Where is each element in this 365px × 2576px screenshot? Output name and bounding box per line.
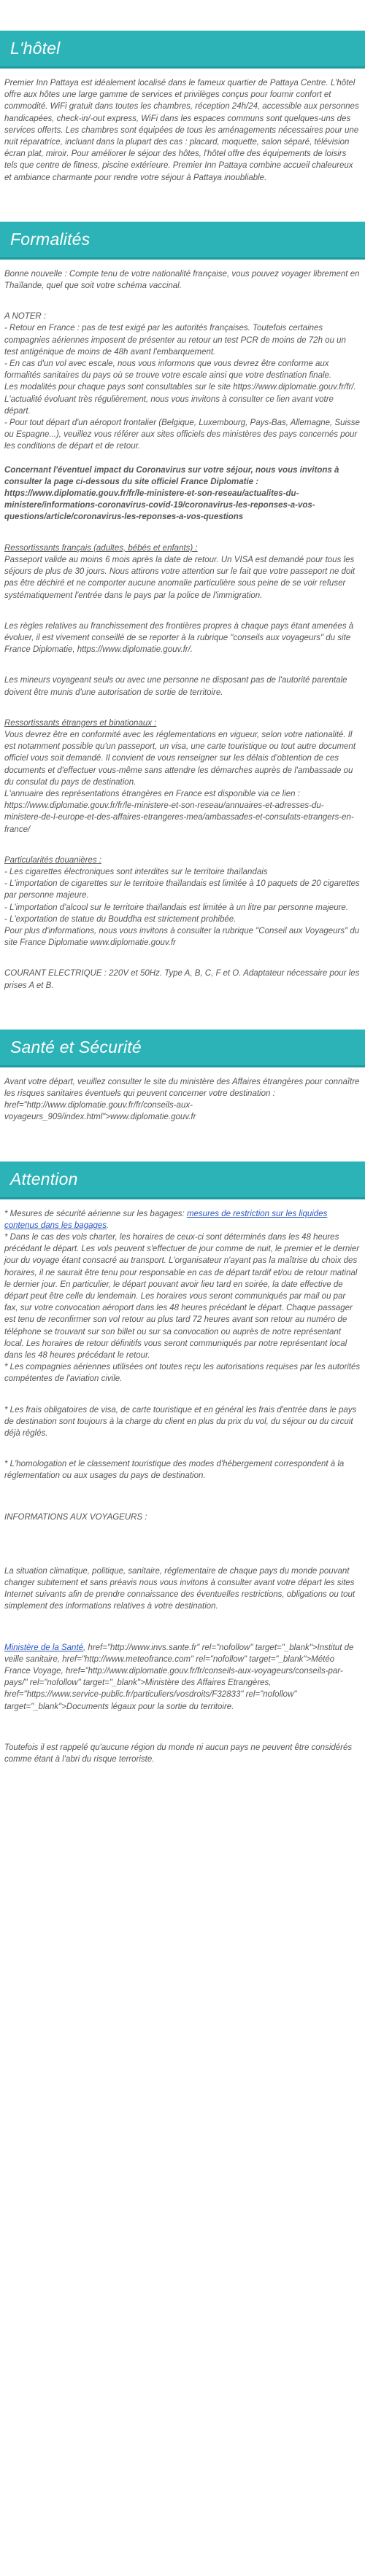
formalites-section-body [0,260,365,992]
attention-paragraph-4: * L'homologation et le classement touristique des modes d'hébergement correspondent à la réglementation ou aux usages du pays de destination. [4,1460,345,1481]
hotel-description: Premier Inn Pattaya est idéalement localisé dans le fameux quartier de Pattaya Centre. L'hôtel offre aux hôtes une large gamme de services et privilèges conçus pour fournir confort et commodité. WiFi gratuit dans toutes les chambres, réception 24h/24, accessible aux personnes handicapées, check-in/-out express, WiFi dans les espaces communs sont quelques-uns des services offerts. Les chambres sont équipées de tous les aménagements nécessaires pour une nuit réparatrice, incluant dans la plupart des cas : placard, moquette, salon séparé, télévision écran plat, miroir. Pour améliorer le séjour des hôtes, l'hôtel offre des équipements de loisirs tels que centre de fitness, piscine extérieure. Premier Inn Pattaya combine accueil chaleureux et ambiance charmante pour rendre votre séjour à Pattaya inoubliable. [4,79,359,182]
formalites-note-line-3: Les modalités pour chaque pays sont consultables sur le site https://www.diplomatie.gouv.fr/fr/. L'actualité évoluant très régulièrement, nous vous invitons à consulter ce lien avant votre départ. [4,383,356,416]
formalites-note-line-1: - Retour en France : pas de test exigé par les autorités françaises. Toutefois certaines compagnies aériennes imposent de présenter au retour un test PCR de moins de 72h ou un test antigénique de moins de 48h avant l'embarquement. [4,324,346,357]
attention-paragraph-2: * Les compagnies aériennes utilisées ont toutes reçu les autorisations requises par les autorités compétentes de l'aviation civile. [4,1363,361,1384]
mineurs-text: Les mineurs voyageant seuls ou avec une personne ne disposant pas de l'autorité parentale doivent être munis d'une autorisation de sortie de territoire. [4,676,347,697]
hotel-section-body [0,69,365,184]
regles-frontieres-text: Les règles relatives au franchissement des frontières propres à chaque pays étant amenées à évoluer, il est vivement conseillé de se reporter à la rubrique "conseils aux voyageurs" du site France Diplomatie, https://www.diplomatie.gouv.fr/. [4,621,354,655]
bagages-paragraph [4,1208,361,1231]
douanieres-line-4: - L'exportation de statue du Bouddha est strictement prohibée. [4,914,237,924]
annuaire-text: L'annuaire des représentations étrangères en France est disponible via ce lien : https://www.diplomatie.gouv.fr/fr/le-ministere-et-son-reseau/annuaires-et-adresses-du-ministere-de-l-europe-et-des-affaires-etrangeres-mea/ambassades-et-consulats-etrangers-en-france/ [4,789,354,834]
bagages-suffix: . [107,1221,110,1230]
courant-electrique-text: COURANT ELECTRIQUE : 220V et 50Hz. Type A, B, C, F et O. Adaptateur nécessaire pour les prises A et B. [4,969,360,990]
formalites-section-header [0,222,365,260]
formalites-covid-text: Concernant l'éventuel impact du Coronavirus sur votre séjour, nous vous invitons à consulter la page ci-dessous du site officiel France Diplomatie : https://www.diplomatie.gouv.fr/fr/le-ministere-et-son-reseau/actualites-du-ministere/informations-coronavirus-covid-19/coronavirus-les-reponses-a-vos-questions/article/coronavirus-les-reponses-a-vos-questions [4,465,339,522]
attention-section-title: Attention [10,1169,78,1188]
bagages-restriction-link[interactable]: mesures de restriction sur les liquides contenus dans les bagages [4,1209,328,1230]
attention-section-body [0,1199,365,1766]
hotel-section-title: L'hôtel [10,39,61,58]
ressortissants-etrangers-heading: Ressortissants étrangers et binationaux : [4,718,157,728]
attention-section-header [0,1161,365,1199]
sante-section-body [0,1067,365,1124]
attention-paragraph-3: * Les frais obligatoires de visa, de carte touristique et en général les frais d'entrée dans le pays de destination sont toujours à la charge du client en plus du prix du vol, du séjour ou du circuit déjà réglés. [4,1405,357,1439]
formalites-note-line-2: - En cas d'un vol avec escale, nous vous informons que vous devrez être conforme aux formalités sanitaires du pays où se trouve votre escale ainsi que votre destination finale. [4,359,332,381]
hotel-section-header [0,31,365,69]
sante-text: Avant votre départ, veuillez consulter le site du ministère des Affaires étrangères pour connaître les risques sanitaires éventuels qui peuvent concerner votre destination : href="http://www.diplomatie.gouv.fr/fr/conseils-aux-voyageurs_909/index.html">www.diplomatie.gouv.fr [4,1077,360,1122]
douanieres-line-5: Pour plus d'informations, nous vous invitons à consulter la rubrique "Conseil aux Voyageurs" du site France Diplomatie www.diplomatie.gouv.fr [4,926,360,948]
terrorisme-text: Toutefois il est rappelé qu'aucune région du monde ni aucun pays ne peuvent être considérés comme étant à l'abri du risque terroriste. [4,1743,353,1764]
ministere-text: , href="http://www.invs.sante.fr" rel="nofollow" target="_blank">Institut de veille sanitaire, href="http://www.meteofrance.com" rel="nofollow" target="_blank">Météo France Voyage, href="http://www.diplomatie.gouv.fr/fr/conseils-aux-voyageurs/conseils-par-pays/" rel="nofollow" target="_blank">Ministère des Affaires Etrangères, href="https://www.service-public.fr/particuliers/vosdroits/F32833" rel="nofollow" target="_blank">Documents légaux pour la sortie du territoire. [4,1643,354,1711]
ministere-paragraph [4,1642,361,1713]
formalites-note-line-4: - Pour tout départ d'un aéroport frontalier (Belgique, Luxembourg, Pays-Bas, Allemagne, Suisse ou Espagne...), veuillez vous référer aux sites officiels des ministères des pays concernés pour les conditions de départ et de retour. [4,419,360,451]
ressortissants-francais-heading: Ressortissants français (adultes, bébés et enfants) : [4,543,198,553]
douanieres-line-1: - Les cigarettes électroniques sont interdites sur le territoire thaïlandais [4,867,268,876]
formalites-section-title: Formalités [10,229,91,249]
formalites-intro: Bonne nouvelle : Compte tenu de votre nationalité française, vous pouvez voyager librement en Thaïlande, quel que soit votre schéma vaccinal. [4,269,360,291]
formalites-note-heading: A NOTER : [4,312,47,322]
sante-section-header [0,1030,365,1067]
ressortissants-francais-text: Passeport valide au moins 6 mois après la date de retour. Un VISA est demandé pour tous les séjours de plus de 30 jours. Nous attirons votre attention sur le fait que votre passeport ne doit pas être déchiré et ne comporter aucune anomalie particulière sous peine de se voir refuser systématiquement l'entrée dans le pays par la police de l'immigration. [4,555,356,600]
voyageurs-heading: INFORMATIONS AUX VOYAGEURS : [4,1512,147,1522]
douanieres-line-3: - L'importation d'alcool sur le territoire thaïlandais est limitée à un litre par personne majeure. [4,903,349,912]
ressortissants-etrangers-text: Vous devrez être en conformité avec les réglementations en vigueur, selon votre nationalité. Il est notamment possible qu'un passeport, un visa, une carte touristique ou tout autre document officiel vous soit demandé. Il convient de vous renseigner sur les délais d'obtention de ces documents et d'effectuer vous-même sans attendre les démarches auprès de l'ambassade ou du consulat du pays de destination. [4,730,356,787]
ministere-sante-link[interactable]: Ministère de la Santé [4,1643,84,1652]
voyageurs-text: La situation climatique, politique, sanitaire, réglementaire de chaque pays du monde pouvant changer subitement et sans préavis nous vous invitons à consulter avant votre départ les sites Internet suivants afin de prendre connaissance des éventuelles restrictions, obligations ou tout simplement des informations relatives à votre destination. [4,1566,356,1611]
bagages-prefix: * Mesures de sécurité aérienne sur les bagages: [4,1209,187,1218]
attention-paragraph-1: * Dans le cas des vols charter, les horaires de ceux-ci sont déterminés dans les 48 heures précédant le départ. Les vols peuvent s'effectuer de jour comme de nuit, le premier et le dernier jour du voyage étant consacré au transport. L'organisateur n'ayant pas la maîtrise du choix des horaires, il ne saurait être tenu pour responsable en cas de départ tardif et/ou de retour matinal le dernier jour. En particulier, le départ pouvant avoir lieu tard en soirée, la date effective de départ peut être celle du lendemain. Les horaires vous seront communiqués par mail ou par fax, sur votre convocation aéroport dans les 48 heures précédant le départ. Chaque passager est tenu de reconfirmer son vol retour au plus tard 72 heures avant son retour au numéro de téléphone se trouvant sur son billet ou sur sa convocation ou auprès de notre représentant local. Les horaires de retour définitifs vous seront communiqués par notre représentant local dans les 48 heures précédant le retour. [4,1233,360,1361]
sante-section-title: Santé et Sécurité [10,1037,142,1057]
douanieres-line-2: - L'importation de cigarettes sur le territoire thaïlandais est limitée à 10 paquets de 20 cigarettes par personne majeure. [4,879,360,900]
douanieres-heading: Particularités douanières : [4,855,101,865]
